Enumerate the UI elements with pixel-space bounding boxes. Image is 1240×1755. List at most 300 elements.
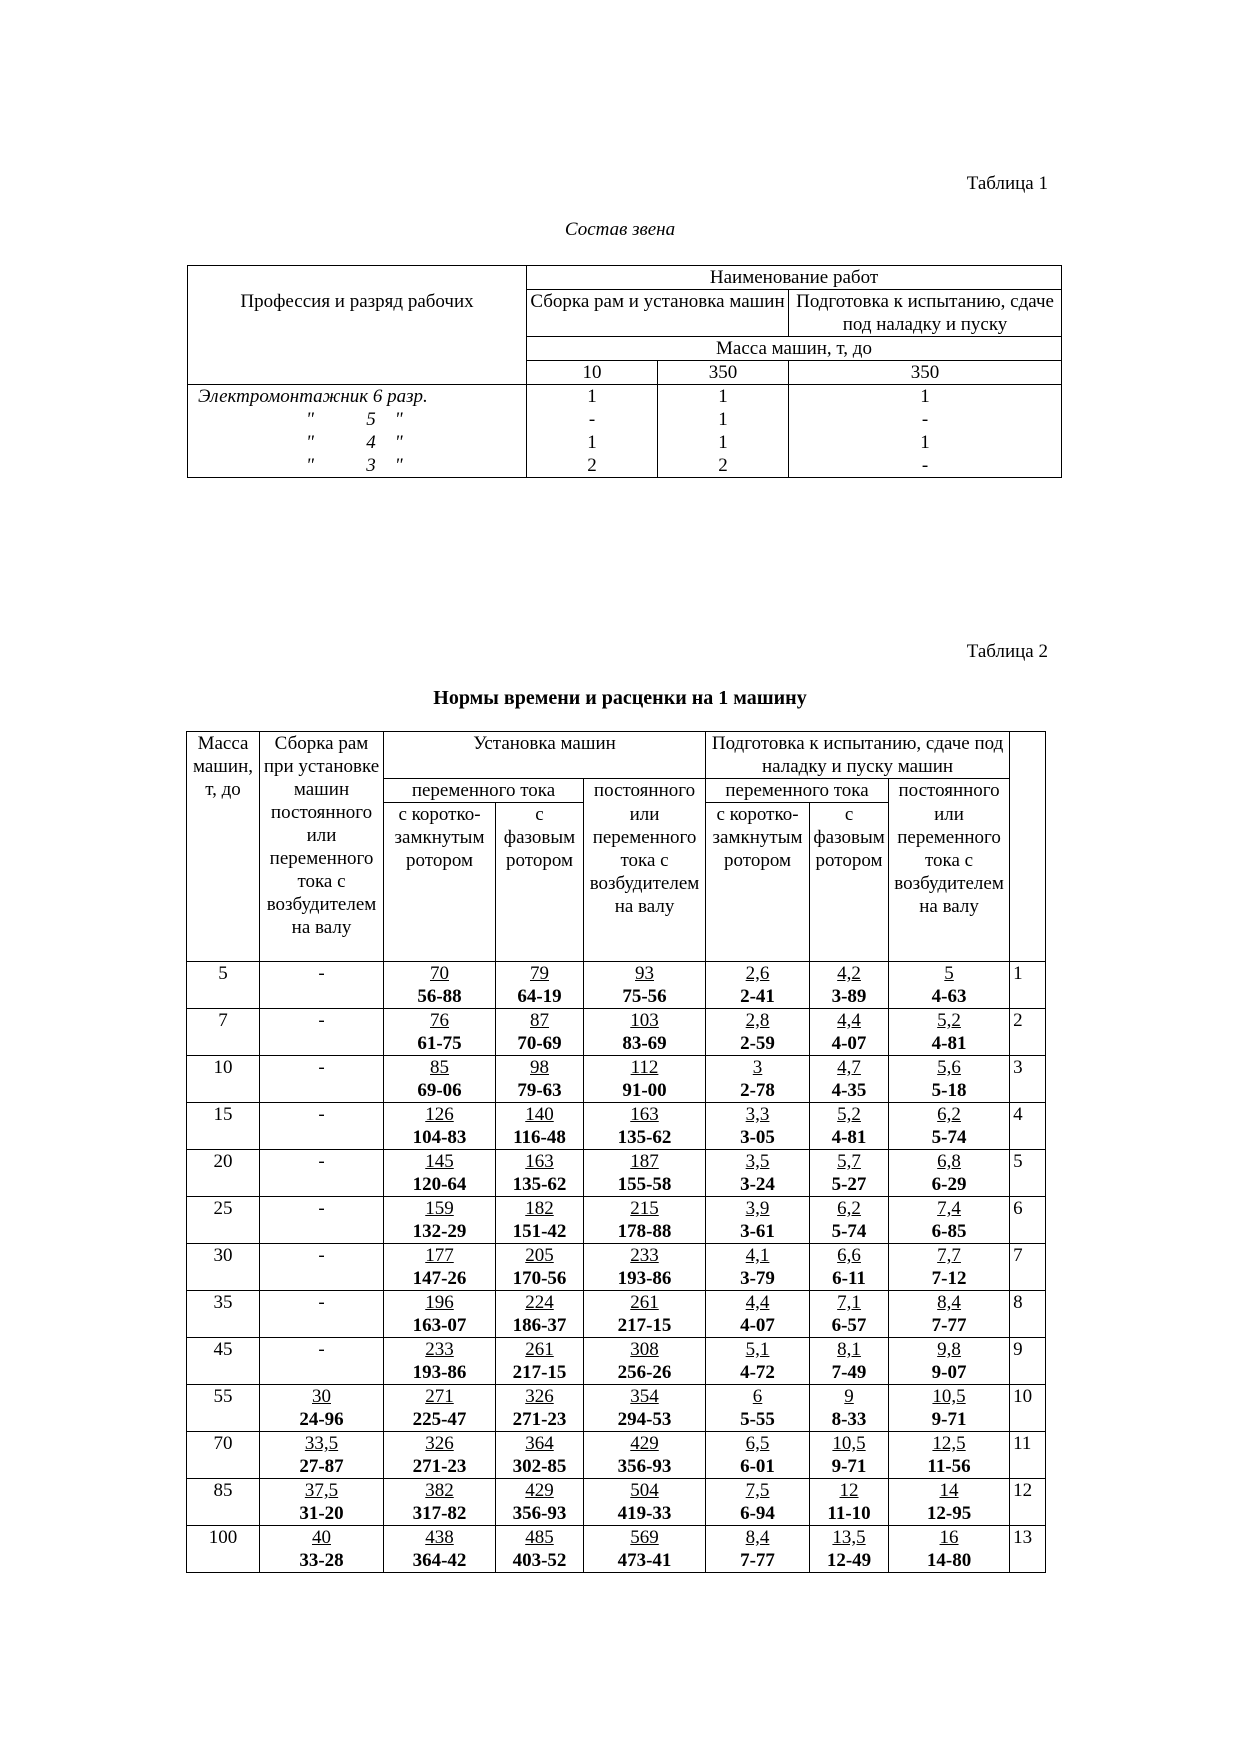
frame-cell — [260, 1150, 384, 1197]
count-cell: - — [789, 408, 1062, 431]
time-norm: 98 — [530, 1057, 549, 1078]
p2-cell — [810, 1526, 889, 1573]
time-norm: - — [318, 963, 325, 984]
row-number: 12 — [1010, 1479, 1046, 1526]
mass-cell: 7 — [187, 1009, 260, 1056]
time-norm: 438 — [425, 1527, 454, 1548]
time-norm: 177 — [425, 1245, 454, 1266]
row-number: 1 — [1010, 962, 1046, 1009]
p3-cell — [889, 1338, 1010, 1385]
header-dc-rest: или переменного тока с возбудителем на валу — [584, 803, 706, 962]
time-norm: 8,4 — [937, 1292, 961, 1313]
rate: 116-48 — [513, 1127, 566, 1148]
rate: 4-81 — [831, 1127, 867, 1148]
table1-title: Состав звена — [564, 219, 676, 240]
rate: 163-07 — [412, 1315, 467, 1336]
rate: 12-95 — [926, 1503, 972, 1524]
i3-cell — [584, 1479, 706, 1526]
row-number: 6 — [1010, 1197, 1046, 1244]
table1-caption: Таблица 1 — [966, 173, 1048, 194]
time-norm: 14 — [939, 1480, 959, 1501]
table-row — [187, 1526, 1046, 1573]
rate: 193-86 — [412, 1362, 467, 1383]
p3-cell — [889, 1526, 1010, 1573]
rate: 9-71 — [931, 1409, 967, 1430]
i3-cell — [584, 1338, 706, 1385]
p2-cell — [810, 1432, 889, 1479]
rate: 79-63 — [517, 1080, 562, 1101]
rate: 271-23 — [412, 1456, 467, 1477]
i3-cell — [584, 1244, 706, 1291]
i1-cell — [384, 1009, 496, 1056]
rate: 104-83 — [412, 1127, 467, 1148]
rate: 61-75 — [417, 1033, 462, 1054]
i1-cell — [384, 1526, 496, 1573]
time-norm: 7,7 — [937, 1245, 961, 1266]
time-norm: 9,8 — [937, 1339, 961, 1360]
p1-cell — [706, 1526, 810, 1573]
time-norm: 6,8 — [937, 1151, 961, 1172]
mass-cell: 55 — [187, 1385, 260, 1432]
header-works: Наименование работ — [527, 266, 1062, 290]
rate: 217-15 — [617, 1315, 672, 1336]
time-norm: 326 — [425, 1433, 454, 1454]
i1-cell — [384, 1150, 496, 1197]
p1-cell — [706, 1103, 810, 1150]
profession-cell: " 3 " — [188, 454, 527, 478]
rate: 3-24 — [740, 1174, 775, 1195]
rate: 6-57 — [831, 1315, 867, 1336]
time-norm: 5 — [944, 963, 954, 984]
i2-cell — [496, 1338, 584, 1385]
i1-cell — [384, 1056, 496, 1103]
rate: 294-53 — [617, 1409, 672, 1430]
i1-cell — [384, 1244, 496, 1291]
mass-cell: 35 — [187, 1291, 260, 1338]
rate: 6-29 — [931, 1174, 967, 1195]
time-norm: 126 — [425, 1104, 454, 1125]
rate: 170-56 — [512, 1268, 567, 1289]
p2-cell — [810, 1103, 889, 1150]
rate: 6-11 — [832, 1268, 866, 1289]
row-number: 10 — [1010, 1385, 1046, 1432]
time-norm: 354 — [630, 1386, 659, 1407]
rate: 33-28 — [299, 1550, 344, 1571]
p3-cell — [889, 1197, 1010, 1244]
time-norm: - — [318, 1010, 325, 1031]
rate: 2-59 — [740, 1033, 775, 1054]
p1-cell — [706, 1009, 810, 1056]
i3-cell — [584, 1150, 706, 1197]
mass-cell: 100 — [187, 1526, 260, 1573]
table-row — [187, 1056, 1046, 1103]
time-norm: - — [318, 1198, 325, 1219]
time-norm: 16 — [939, 1527, 959, 1548]
frame-cell — [260, 1526, 384, 1573]
rate: 9-71 — [831, 1456, 867, 1477]
time-norm: 12,5 — [932, 1433, 966, 1454]
rate: 120-64 — [412, 1174, 467, 1195]
time-norm: 159 — [425, 1198, 454, 1219]
p1-cell — [706, 1197, 810, 1244]
i3-cell — [584, 1056, 706, 1103]
row-number: 11 — [1010, 1432, 1046, 1479]
header-test: Подготовка к испытанию, сдаче под наладку и пуску — [789, 290, 1062, 337]
rate: 302-85 — [512, 1456, 567, 1477]
table-row — [187, 1197, 1046, 1244]
time-norm: 87 — [530, 1010, 549, 1031]
row-number: 4 — [1010, 1103, 1046, 1150]
time-norm: 261 — [525, 1339, 554, 1360]
time-norm: 4,4 — [745, 1292, 770, 1313]
time-norm: 30 — [312, 1386, 331, 1407]
rate: 4-63 — [931, 986, 967, 1007]
i1-cell — [384, 1197, 496, 1244]
p1-cell — [706, 1150, 810, 1197]
i2-cell — [496, 1385, 584, 1432]
rate: 24-96 — [299, 1409, 344, 1430]
count-cell: 1 — [527, 431, 658, 454]
time-norm: - — [318, 1057, 325, 1078]
rate: 147-26 — [412, 1268, 467, 1289]
time-norm: 6,2 — [937, 1104, 961, 1125]
time-norm: 9 — [844, 1386, 854, 1407]
mass-value: 350 — [789, 361, 1062, 385]
i3-cell — [584, 962, 706, 1009]
i3-cell — [584, 1526, 706, 1573]
frame-cell — [260, 1385, 384, 1432]
mass-cell: 70 — [187, 1432, 260, 1479]
p2-cell — [810, 1009, 889, 1056]
i2-cell — [496, 1009, 584, 1056]
table-row — [187, 1150, 1046, 1197]
time-norm: 196 — [425, 1292, 454, 1313]
rate: 403-52 — [512, 1550, 567, 1571]
time-norm: 364 — [525, 1433, 554, 1454]
row-number: 13 — [1010, 1526, 1046, 1573]
time-norm: - — [318, 1104, 325, 1125]
time-norm: 6,6 — [837, 1245, 861, 1266]
rate: 2-78 — [740, 1080, 775, 1101]
frame-cell — [260, 1291, 384, 1338]
time-norm: 2,8 — [745, 1010, 770, 1031]
p3-cell — [889, 1385, 1010, 1432]
p2-cell — [810, 962, 889, 1009]
mass-cell: 45 — [187, 1338, 260, 1385]
i2-cell — [496, 1432, 584, 1479]
rate: 4-72 — [740, 1362, 775, 1383]
rate: 5-74 — [931, 1127, 967, 1148]
i1-cell — [384, 1432, 496, 1479]
time-norm: 5,6 — [937, 1057, 961, 1078]
time-norm: 182 — [525, 1198, 554, 1219]
rate: 6-94 — [740, 1503, 775, 1524]
time-norm: - — [318, 1245, 325, 1266]
rate: 12-49 — [826, 1550, 872, 1571]
mass-cell: 25 — [187, 1197, 260, 1244]
count-cell: 1 — [658, 408, 789, 431]
time-norm: 429 — [525, 1480, 554, 1501]
time-norm: - — [318, 1292, 325, 1313]
i2-cell — [496, 1150, 584, 1197]
p3-cell — [889, 962, 1010, 1009]
frame-cell — [260, 1338, 384, 1385]
rate: 27-87 — [299, 1456, 344, 1477]
i2-cell — [496, 962, 584, 1009]
rate: 8-33 — [831, 1409, 867, 1430]
p1-cell — [706, 962, 810, 1009]
p1-cell — [706, 1056, 810, 1103]
count-cell: 1 — [658, 385, 789, 409]
time-norm: 140 — [525, 1104, 554, 1125]
p2-cell — [810, 1385, 889, 1432]
mass-value: 350 — [658, 361, 789, 385]
time-norm: 6,5 — [745, 1433, 770, 1454]
p2-cell — [810, 1338, 889, 1385]
header-mass: Масса машин, т, до — [187, 732, 260, 962]
table-row — [187, 1432, 1046, 1479]
table2-caption: Таблица 2 — [966, 641, 1048, 662]
mass-cell: 15 — [187, 1103, 260, 1150]
i3-cell — [584, 1103, 706, 1150]
table-row — [187, 962, 1046, 1009]
rate: 3-61 — [740, 1221, 775, 1242]
time-norm: 5,2 — [837, 1104, 861, 1125]
time-norm: 504 — [630, 1480, 659, 1501]
header-squirrel-cage: с коротко-замкнутым ротором — [706, 803, 810, 962]
time-norm: 112 — [630, 1057, 659, 1078]
i2-cell — [496, 1244, 584, 1291]
time-norm: 4,2 — [837, 963, 861, 984]
i3-cell — [584, 1009, 706, 1056]
time-norm: 215 — [630, 1198, 659, 1219]
row-number: 5 — [1010, 1150, 1046, 1197]
time-norm: 326 — [525, 1386, 554, 1407]
time-norm: 6,2 — [837, 1198, 861, 1219]
p1-cell — [706, 1385, 810, 1432]
rate: 193-86 — [617, 1268, 672, 1289]
header-wound-rotor: с фазовым ротором — [810, 803, 889, 962]
header-wound-rotor: с фазовым ротором — [496, 803, 584, 962]
time-norm: 187 — [630, 1151, 659, 1172]
time-norm: 382 — [425, 1480, 454, 1501]
row-number: 2 — [1010, 1009, 1046, 1056]
header-squirrel-cage: с коротко-замкнутым ротором — [384, 803, 496, 962]
rate: 419-33 — [617, 1503, 672, 1524]
mass-cell: 10 — [187, 1056, 260, 1103]
frame-cell — [260, 1432, 384, 1479]
time-norm: 233 — [630, 1245, 659, 1266]
p2-cell — [810, 1244, 889, 1291]
header-row-number — [1010, 732, 1046, 962]
i1-cell — [384, 1338, 496, 1385]
i3-cell — [584, 1197, 706, 1244]
time-norm: 8,1 — [837, 1339, 861, 1360]
time-norm: 261 — [630, 1292, 659, 1313]
rate: 256-26 — [617, 1362, 672, 1383]
p3-cell — [889, 1150, 1010, 1197]
table-row — [187, 1244, 1046, 1291]
rate: 56-88 — [417, 986, 462, 1007]
rate: 3-79 — [740, 1268, 775, 1289]
i2-cell — [496, 1056, 584, 1103]
frame-cell — [260, 1197, 384, 1244]
count-cell: 1 — [658, 431, 789, 454]
rate: 64-19 — [517, 986, 562, 1007]
row-number: 9 — [1010, 1338, 1046, 1385]
header-dc-rest: или переменного тока с возбудителем на валу — [889, 803, 1010, 962]
rate: 4-07 — [831, 1033, 867, 1054]
p3-cell — [889, 1291, 1010, 1338]
rate: 356-93 — [617, 1456, 672, 1477]
time-norm: 224 — [525, 1292, 554, 1313]
time-norm: 13,5 — [832, 1527, 866, 1548]
rate: 5-74 — [831, 1221, 867, 1242]
rate: 9-07 — [931, 1362, 967, 1383]
time-norm: 70 — [430, 963, 449, 984]
p1-cell — [706, 1432, 810, 1479]
table-row — [188, 454, 1062, 478]
table-row — [187, 1009, 1046, 1056]
mass-value: 10 — [527, 361, 658, 385]
rate: 69-06 — [417, 1080, 462, 1101]
header-frame-assembly: Сборка рам при установке машин постоянного или переменного тока с возбудителем на валу — [260, 732, 384, 962]
p1-cell — [706, 1479, 810, 1526]
time-norm: 308 — [630, 1339, 659, 1360]
time-norm: - — [318, 1151, 325, 1172]
p2-cell — [810, 1150, 889, 1197]
time-norm: 7,5 — [745, 1480, 770, 1501]
rate: 135-62 — [617, 1127, 672, 1148]
table-row — [187, 1103, 1046, 1150]
header-install: Установка машин — [384, 732, 706, 779]
time-norm: 4,1 — [745, 1245, 770, 1266]
time-norm: 163 — [630, 1104, 659, 1125]
time-norm: 40 — [312, 1527, 331, 1548]
rate: 7-77 — [931, 1315, 967, 1336]
count-cell: 2 — [658, 454, 789, 478]
rate: 217-15 — [512, 1362, 567, 1383]
header-test: Подготовка к испытанию, сдаче под наладку и пуску машин — [706, 732, 1010, 779]
rate: 271-23 — [512, 1409, 567, 1430]
time-norm: 271 — [425, 1386, 454, 1407]
p1-cell — [706, 1291, 810, 1338]
i2-cell — [496, 1103, 584, 1150]
rate: 151-42 — [512, 1221, 567, 1242]
time-norm: - — [318, 1339, 325, 1360]
rate: 31-20 — [299, 1503, 344, 1524]
profession-cell: " 5 " — [188, 408, 527, 431]
rate: 178-88 — [617, 1221, 672, 1242]
i3-cell — [584, 1385, 706, 1432]
p3-cell — [889, 1432, 1010, 1479]
rate: 11-56 — [927, 1456, 971, 1477]
rate: 2-41 — [740, 986, 775, 1007]
rate: 4-35 — [831, 1080, 867, 1101]
time-norm: 76 — [430, 1010, 449, 1031]
rate: 6-01 — [740, 1456, 775, 1477]
p3-cell — [889, 1244, 1010, 1291]
i3-cell — [584, 1291, 706, 1338]
rate: 83-69 — [622, 1033, 667, 1054]
time-norm: 3 — [752, 1057, 763, 1078]
crew-composition-table — [187, 265, 1062, 478]
frame-cell — [260, 1056, 384, 1103]
time-norm: 163 — [525, 1151, 554, 1172]
time-norm: 3,3 — [745, 1104, 770, 1125]
rate: 14-80 — [926, 1550, 972, 1571]
time-norm: 2,6 — [745, 963, 770, 984]
p1-cell — [706, 1338, 810, 1385]
i2-cell — [496, 1197, 584, 1244]
rate: 135-62 — [512, 1174, 567, 1195]
i1-cell — [384, 962, 496, 1009]
rate: 317-82 — [412, 1503, 467, 1524]
row-number: 7 — [1010, 1244, 1046, 1291]
i1-cell — [384, 1291, 496, 1338]
i1-cell — [384, 1479, 496, 1526]
rate: 3-89 — [831, 986, 867, 1007]
rate: 6-85 — [931, 1221, 967, 1242]
time-norms-table — [186, 731, 1046, 1573]
frame-cell — [260, 1244, 384, 1291]
header-dc: постоянного — [584, 779, 706, 803]
header-ac: переменного тока — [706, 779, 889, 803]
rate: 4-07 — [740, 1315, 775, 1336]
i2-cell — [496, 1526, 584, 1573]
rate: 91-00 — [622, 1080, 667, 1101]
time-norm: 233 — [425, 1339, 454, 1360]
time-norm: 485 — [525, 1527, 554, 1548]
p2-cell — [810, 1479, 889, 1526]
time-norm: 145 — [425, 1151, 454, 1172]
time-norm: 8,4 — [745, 1527, 770, 1548]
profession-cell: Электромонтажник 6 разр. — [188, 385, 527, 409]
time-norm: 37,5 — [304, 1480, 339, 1501]
header-ac: переменного тока — [384, 779, 584, 803]
p2-cell — [810, 1291, 889, 1338]
table-row — [187, 1338, 1046, 1385]
rate: 70-69 — [517, 1033, 562, 1054]
time-norm: 103 — [630, 1010, 659, 1031]
mass-cell: 30 — [187, 1244, 260, 1291]
time-norm: 5,7 — [837, 1151, 861, 1172]
rate: 155-58 — [617, 1174, 672, 1195]
rate: 225-47 — [412, 1409, 467, 1430]
table-row — [188, 385, 1062, 409]
rate: 5-55 — [740, 1409, 775, 1430]
profession-cell: " 4 " — [188, 431, 527, 454]
p2-cell — [810, 1056, 889, 1103]
count-cell: - — [789, 454, 1062, 478]
p1-cell — [706, 1244, 810, 1291]
time-norm: 3,5 — [745, 1151, 770, 1172]
i2-cell — [496, 1479, 584, 1526]
rate: 7-12 — [931, 1268, 967, 1289]
time-norm: 10,5 — [932, 1386, 966, 1407]
time-norm: 3,9 — [745, 1198, 770, 1219]
frame-cell — [260, 1479, 384, 1526]
header-dc: постоянного — [889, 779, 1010, 803]
table-row — [187, 1479, 1046, 1526]
i1-cell — [384, 1385, 496, 1432]
frame-cell — [260, 1103, 384, 1150]
table-row — [187, 1385, 1046, 1432]
frame-cell — [260, 1009, 384, 1056]
table-row — [187, 1291, 1046, 1338]
p3-cell — [889, 1103, 1010, 1150]
count-cell: 1 — [789, 385, 1062, 409]
